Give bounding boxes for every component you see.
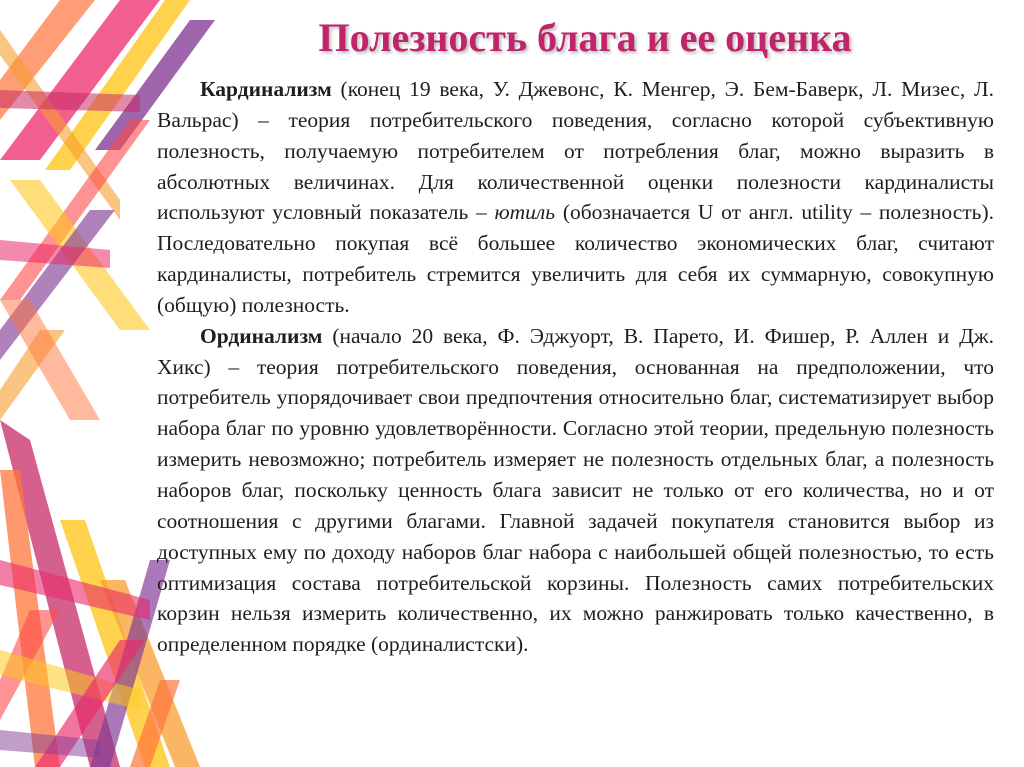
- ordinalism-text: (начало 20 века, Ф. Эджуорт, В. Парето, И. Фишер, Р. Аллен и Дж. Хикс) – теория потребительского поведения, основанная на предположении, что потребитель упорядочивает свои предпочтения относительно благ, систематизирует выбор набора благ по уровню удовлетворённости. Согласно этой теории, предельную полезность измерить невозможно; потребитель измеряет не полезность отдельных благ, а полезность наборов благ, поскольку ценность блага зависит не только от его количества, но и от соотношения с другими благами. Главной задачей покупателя становится выбор из доступных ему по доходу наборов благ набора с наибольшей общей полезностью, то есть оптимизация состава потребительской корзины. Полезность самих потребительских корзин нельзя измерить количественно, их можно ранжировать только качественно, в определенном порядке (ординалистски).: [157, 323, 994, 657]
- paragraph-cardinalism: [157, 74, 994, 321]
- cardinalism-text-b: (обозначается U от англ. utility – полезность). Последовательно покупая всё большее количество экономических благ, считают кардиналисты, потребитель стремится увеличить для себя их суммарную, совокупную (общую) полезность.: [157, 200, 994, 317]
- paragraph-ordinalism: [157, 321, 994, 660]
- util-emphasis: ютиль: [494, 200, 556, 225]
- slide-title: Полезность блага и ее оценка: [318, 15, 852, 60]
- term-ordinalism: Ординализм: [200, 323, 323, 348]
- cardinalism-text-a: (конец 19 века, У. Джевонс, К. Менгер, Э. Бем-Баверк, Л. Мизес, Л. Вальрас) – теория потребительского поведения, согласно которой субъективную полезность, получаемую потребителем от потребления благ, можно выразить в абсолютных величинах. Для количественной оценки полезности кардиналисты используют условный показатель –: [157, 77, 994, 225]
- slide-body: [157, 74, 994, 660]
- term-cardinalism: Кардинализм: [200, 77, 332, 101]
